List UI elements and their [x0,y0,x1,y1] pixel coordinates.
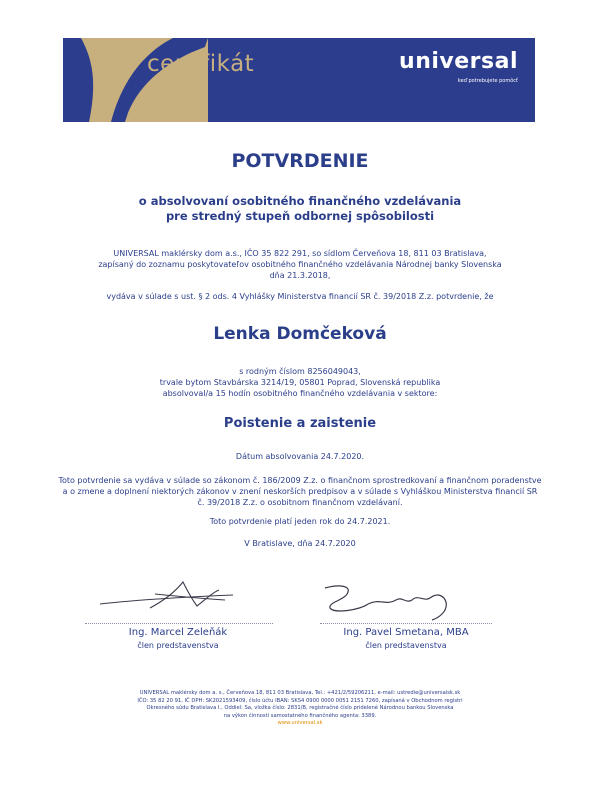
issuer-line: zapísaný do zoznamu poskytovateľov osobitného finančného vzdelávania Národnej banky Slovenska [98,260,502,269]
issuer-line: UNIVERSAL maklérsky dom a.s., IČO 35 822 291, so sídlom Červeňova 18, 811 03 Bratislava, [113,249,487,258]
subtitle-line: o absolvovaní osobitného finančného vzdelávania [138,194,462,208]
company-footer [0,690,600,728]
legal-paragraph [0,475,600,508]
statement-text: vydáva v súlade s ust. § 2 ods. 4 Vyhlášky Ministerstva financií SR č. 39/2018 Z.z. potvrdenie, že [106,292,494,301]
document-title: POTVRDENIE [231,150,369,172]
legal-line: a o zmene a doplnení niektorých zákonov v znení neskorších predpisov a v súlade s Vyhláškou Ministerstva financií SR [62,487,538,496]
recipient-name: Lenka Domčeková [213,324,387,344]
completion-date: Dátum absolvovania 24.7.2020. [235,452,365,461]
legal-line: Toto potvrdenie sa vydáva v súlade so zákonom č. 186/2009 Z.z. o finančnom sprostredkovaní a finančnom poradenstve [58,476,542,485]
validity-text: Toto potvrdenie platí jeden rok do 24.7.2021. [209,517,391,526]
recipient-line: trvale bytom Stavbárska 3214/19, 05801 Poprad, Slovenská republika [159,378,441,387]
recipient-line: absolvoval/a 15 hodín osobitného finančného vzdelávania v sektore: [162,389,438,398]
recipient-details [0,366,600,399]
signer-name: Ing. Pavel Smetana, MBA [343,627,469,638]
brand-logo: universal [399,49,518,74]
recipient-line: s rodným číslom 8256049043, [239,367,361,376]
footer-line: na výkon činnosti samostatného finančného agenta: 3389. [223,712,377,719]
issuer-line: dňa 21.3.2018, [269,271,331,280]
legal-line: č. 39/2018 Z.z. o osobitnom finančnom vzdelávaní. [197,498,403,507]
website-link[interactable]: www.universal.sk [277,720,323,726]
footer-line: UNIVERSAL maklérsky dom a. s., Červeňova 18, 811 03 Bratislava, Tel.: +421/2/59206211, e-mail: ustredie@universalsk.sk [139,690,461,696]
sector-name: Poistenie a zaistenie [223,416,377,431]
signer-role: člen predstavenstva [137,641,219,650]
document-subtitle [0,194,600,224]
footer-line: Okresného súdu Bratislava I., Oddiel: Sa, vložka číslo: 2831/B, registračné číslo pridelené Národnou bankou Slovenska [146,705,454,711]
issuer-paragraph [0,248,600,281]
signature-right [320,578,470,628]
signer-role: člen predstavenstva [365,641,447,650]
certificate-label: certifikát [147,51,255,77]
signature-line-left [85,623,273,624]
certificate-banner [63,38,535,122]
place-date: V Bratislave, dňa 24.7.2020 [244,539,356,548]
subtitle-line: pre stredný stupeň odbornej spôsobilosti [165,209,435,223]
footer-line: IČO: 35 82 20 91, IČ DPH: SK2021593409, číslo účtu IBAN: SKS4 0900 0000 0051 2151 7260, zapísaná v Obchodnom registri [137,697,463,704]
signature-left [95,570,245,620]
brand-tagline: keď potrebujete pomôcť [457,78,518,84]
signature-line-right [320,623,492,624]
signer-name: Ing. Marcel Zeleňák [128,627,228,638]
